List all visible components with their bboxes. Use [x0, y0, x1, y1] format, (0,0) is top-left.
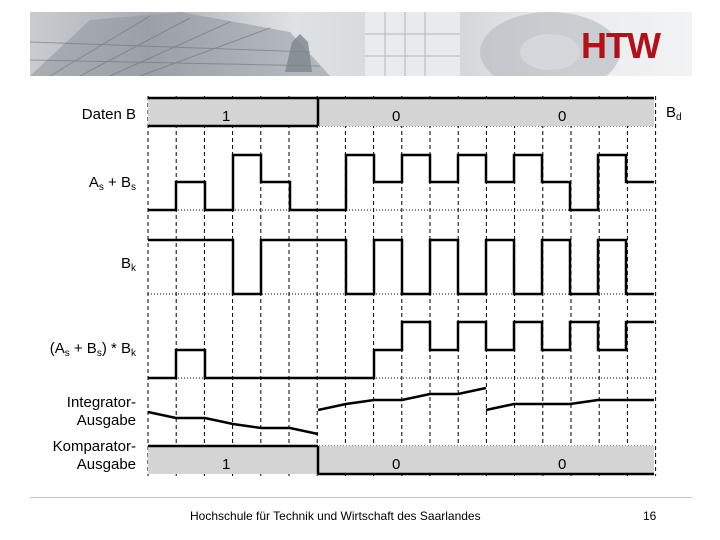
- label-komparator: [30, 438, 136, 474]
- label-line: Ausgabe: [76, 456, 136, 473]
- page-number: 16: [643, 509, 657, 523]
- product-signal: [148, 322, 654, 378]
- footer-institution: Hochschule für Technik und Wirtschaft des Saarlandes: [190, 509, 481, 523]
- bit-label: 1: [222, 108, 231, 125]
- label-integrator: [30, 394, 136, 430]
- label-bk: [100, 255, 136, 278]
- label-part: A: [88, 174, 99, 191]
- label-line: Ausgabe: [76, 412, 136, 429]
- label-b-d-main: B: [666, 104, 677, 121]
- label-line: Komparator-: [52, 438, 136, 455]
- comparator-bit-label: 0: [392, 456, 401, 473]
- bit-label: 0: [392, 108, 401, 125]
- label-part: s: [64, 348, 70, 359]
- as-plus-bs-signal: [148, 155, 654, 210]
- label-b-d: [666, 104, 682, 127]
- comparator-bit-label: 1: [222, 456, 231, 473]
- label-as-plus-bs: [70, 174, 136, 197]
- label-part: + B: [103, 174, 131, 191]
- label-part: + B: [69, 340, 97, 357]
- label-line: Integrator-: [66, 394, 136, 411]
- comparator-bit-label: 0: [558, 456, 567, 473]
- label-part: s: [131, 182, 136, 193]
- label-product: [20, 340, 136, 363]
- label-part: B: [120, 255, 131, 272]
- label-part: s: [96, 348, 102, 359]
- htw-logo: HTW: [581, 25, 660, 66]
- bk-signal: [148, 240, 654, 294]
- label-part: s: [98, 182, 104, 193]
- label-part: k: [131, 263, 136, 274]
- footer-divider: [30, 497, 692, 498]
- integrator-signal: [148, 388, 654, 434]
- label-part: (A: [49, 340, 65, 357]
- bit-label: 0: [558, 108, 567, 125]
- label-b-d-sub: d: [676, 112, 682, 123]
- label-part: k: [131, 348, 136, 359]
- label-part: ) * B: [101, 340, 131, 357]
- label-daten-b: Daten B: [81, 106, 136, 123]
